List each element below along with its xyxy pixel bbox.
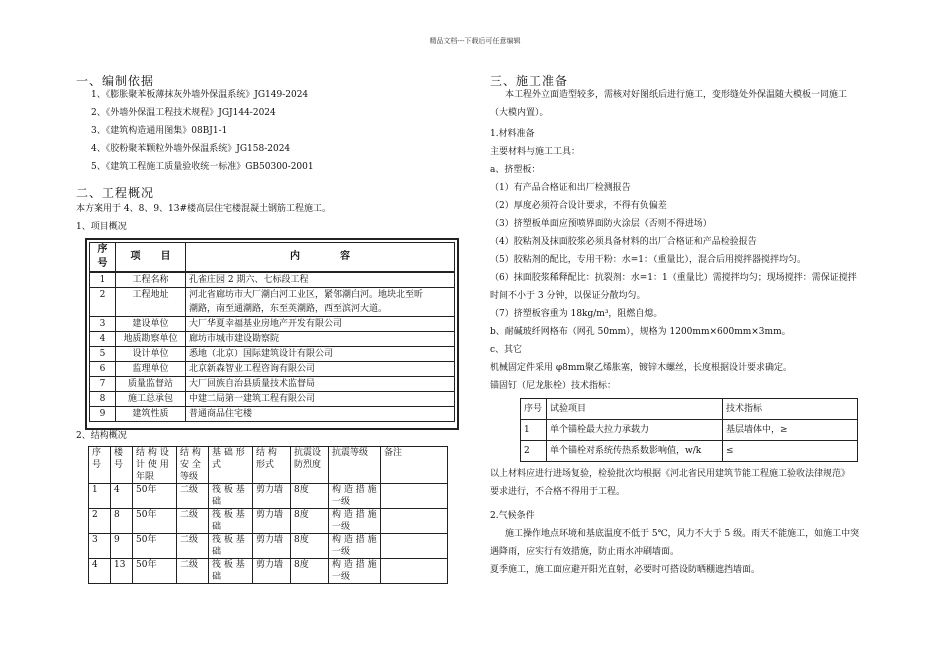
- cell: 监理单位: [116, 362, 186, 377]
- other-line-2: 锚固钉（尼龙胀栓）技术指标：: [490, 381, 617, 391]
- section-3-title: 三、施工准备: [490, 74, 569, 88]
- cell: 剪力墙: [253, 559, 291, 584]
- section-1-title: 一、编制依据: [76, 74, 155, 88]
- table-row: [89, 484, 448, 509]
- ref-item: 4、《胶粉聚苯颗粒外墙外保温系统》JG158-2024: [91, 144, 291, 154]
- cell: 2: [89, 509, 111, 534]
- project-overview-title: 1、项目概况: [76, 222, 127, 232]
- cell: 8度: [291, 559, 329, 584]
- cell: 1: [89, 484, 111, 509]
- cell: 设计单位: [116, 347, 186, 362]
- mesh-line: b、耐碱玻纤网格布（网孔 50mm），规格为 1200mm×600mm×3mm。: [490, 327, 791, 337]
- cell: 构 造 措 施一级: [329, 484, 381, 509]
- cell: [381, 559, 448, 584]
- cell: 1: [90, 272, 116, 288]
- table-row: [521, 441, 858, 462]
- col-header: 项 目: [116, 243, 186, 273]
- cell: 9: [111, 534, 133, 559]
- cell: 50年: [133, 534, 177, 559]
- weather-line-2: 遇降雨，应实行有效措施，防止雨水冲刷墙面。: [490, 547, 680, 557]
- cell: 廊坊市城市建设勘察院: [186, 332, 455, 347]
- table-row: [90, 347, 455, 362]
- col-header: 内 容: [186, 243, 455, 273]
- cell: 8度: [291, 509, 329, 534]
- cell: [186, 288, 455, 317]
- table-row: [521, 420, 858, 441]
- cell: 二级: [177, 484, 209, 509]
- structure-table: [88, 446, 448, 584]
- address-line-2: 潮路，南至通潮路，东至英潮路，西至滨河大道。: [189, 304, 388, 314]
- prep-intro-line2: （大模内置）。: [490, 108, 549, 118]
- cell: 北京新森智业工程咨询有限公司: [186, 362, 455, 377]
- col-header: 楼号: [111, 447, 133, 484]
- table-row: [89, 559, 448, 584]
- cell: 构 造 措 施一级: [329, 534, 381, 559]
- other-title: c、其它: [490, 345, 523, 355]
- cell: 2: [521, 441, 547, 462]
- cell: [381, 484, 448, 509]
- cell: 3: [89, 534, 111, 559]
- cell: 筏 板 基础: [209, 484, 253, 509]
- cell: [381, 509, 448, 534]
- ref-item: 2、《外墙外保温工程技术规程》JGJ144-2024: [91, 108, 276, 118]
- cell: 剪力墙: [253, 534, 291, 559]
- cell: [381, 534, 448, 559]
- cell: 5: [90, 347, 116, 362]
- col-header: 抗震设防烈度: [291, 447, 329, 484]
- table-row: [90, 288, 455, 317]
- xps-item: （4）胶粘剂及抹面胶浆必须具备材料的出厂合格证和产品检验报告: [490, 237, 757, 247]
- ref-item: 5、《建筑工程施工质量验收统一标准》GB50300-2001: [91, 162, 314, 172]
- xps-item: （7）挤塑板容重为 18kg/m³，阻燃自熄。: [490, 309, 663, 319]
- table-row: [90, 377, 455, 392]
- cell: 筏 板 基础: [209, 534, 253, 559]
- cell: 筏 板 基础: [209, 509, 253, 534]
- xps-item: （1）有产品合格证和出厂检测报告: [490, 183, 631, 193]
- other-line-1: 机械固定件采用 φ8mm聚乙烯胀塞，镀锌木螺丝，长度根据设计要求确定。: [490, 363, 792, 373]
- cell: 3: [90, 317, 116, 332]
- anchor-spec-table: [520, 398, 858, 462]
- cell: 地质勘察单位: [116, 332, 186, 347]
- cell: 工程名称: [116, 272, 186, 288]
- cell: 施工总承包: [116, 392, 186, 407]
- project-intro: 本方案用于 4、8、9、13#楼高层住宅楼混凝土钢筋工程施工。: [76, 204, 332, 214]
- cell: 4: [111, 484, 133, 509]
- cell: 悉地（北京）国际建筑设计有限公司: [186, 347, 455, 362]
- col-header: 抗震等级: [329, 447, 381, 484]
- table-header-row: [521, 399, 858, 420]
- table-header-row: [90, 243, 455, 273]
- cell: 单个锚栓最大拉力承载力: [547, 420, 723, 441]
- cell: 构 造 措 施一级: [329, 509, 381, 534]
- cell: 大厂华夏幸福基业房地产开发有限公司: [186, 317, 455, 332]
- cell: 剪力墙: [253, 509, 291, 534]
- cell: 中建二局第一建筑工程有限公司: [186, 392, 455, 407]
- prep-intro-line1: 本工程外立面造型较多，需核对好图纸后进行施工，变形缝处外保温随大模板一同施工: [505, 90, 848, 100]
- col-header: 序号: [90, 243, 116, 273]
- table-row: [90, 392, 455, 407]
- section-2-title: 二、工程概况: [76, 186, 155, 200]
- cell: 50年: [133, 484, 177, 509]
- weather-line-3: 夏季施工，施工面应避开阳光直射，必要时可搭设防晒棚遮挡墙面。: [490, 565, 761, 575]
- cell: 大厂回族自治县质量技术监督局: [186, 377, 455, 392]
- cell: 质量监督站: [116, 377, 186, 392]
- address-line-1: 河北省廊坊市大厂潮白河工业区，紧邻潮白河。地块北至昕: [189, 290, 424, 300]
- materials-subtitle: 主要材料与施工工具：: [490, 147, 581, 157]
- col-header: 结 构 形式: [253, 447, 291, 484]
- xps-item: （6）抹面胶浆稀释配比：抗裂剂：水=1：1（重量比）需搅拌均匀；现场搅拌：需保证搅拌: [490, 273, 857, 283]
- xps-item: （2）厚度必须符合设计要求，不得有负偏差: [490, 201, 667, 211]
- cell: 8度: [291, 484, 329, 509]
- xps-item: （3）挤塑板单面应预喷界面防火涂层（否则不得进场）: [490, 219, 712, 229]
- col-header: 序号: [89, 447, 111, 484]
- table-header-row: [89, 447, 448, 484]
- cell: 8度: [291, 534, 329, 559]
- cell: 工程地址: [116, 288, 186, 317]
- col-header: 结 构 设计 使 用年限: [133, 447, 177, 484]
- cell: 建设单位: [116, 317, 186, 332]
- cell: 剪力墙: [253, 484, 291, 509]
- cell: 50年: [133, 559, 177, 584]
- weather-line-1: 施工操作地点环境和基底温度不低于 5℃，风力不大于 5 级。雨天不能施工，如施工中突: [505, 529, 860, 539]
- cell: ≤: [723, 441, 858, 462]
- weather-title: 2.气候条件: [490, 511, 535, 521]
- page-header: 精品文档---下载后可任意编辑: [429, 37, 521, 45]
- ref-item: 1、《膨胀聚苯板薄抹灰外墙外保温系统》JG149-2024: [91, 90, 309, 100]
- cell: 7: [90, 377, 116, 392]
- cell: 筏 板 基础: [209, 559, 253, 584]
- table-row: [90, 272, 455, 288]
- col-header: 序号: [521, 399, 547, 420]
- cell: 单个锚栓对系统传热系数影响值，w/k: [547, 441, 723, 462]
- table-row: [90, 362, 455, 377]
- cell: 基层墙体中，≥: [723, 420, 858, 441]
- table-row: [90, 317, 455, 332]
- table-row: [90, 332, 455, 347]
- table-row: [89, 509, 448, 534]
- col-header: 基 础 形式: [209, 447, 253, 484]
- cell: 建筑性质: [116, 407, 186, 422]
- cell: 4: [89, 559, 111, 584]
- cell: 6: [90, 362, 116, 377]
- cell: 2: [90, 288, 116, 317]
- cell: 二级: [177, 534, 209, 559]
- col-header: 试验项目: [547, 399, 723, 420]
- cell: 50年: [133, 509, 177, 534]
- project-table-frame: [85, 238, 459, 430]
- table-row: [89, 534, 448, 559]
- xps-board-title: a、挤塑板：: [490, 165, 541, 175]
- cell: 构 造 措 施一级: [329, 559, 381, 584]
- cell: 二级: [177, 509, 209, 534]
- col-header: 备注: [381, 447, 448, 484]
- project-table: [89, 242, 455, 422]
- structure-overview-title: 2、结构概况: [76, 431, 127, 441]
- xps-item: 时间不小于 3 分钟，以保证分散均匀。: [490, 291, 646, 301]
- cell: 4: [90, 332, 116, 347]
- cell: 1: [521, 420, 547, 441]
- materials-title: 1.材料准备: [490, 129, 535, 139]
- ref-item: 3、《建筑构造通用图集》08BJ1-1: [91, 126, 228, 136]
- cell: 13: [111, 559, 133, 584]
- cell: 9: [90, 407, 116, 422]
- inspection-line-1: 以上材料应进行进场复验，检验批次均根据《河北省民用建筑节能工程施工验收法律规范》: [490, 469, 851, 479]
- col-header: 技术指标: [723, 399, 858, 420]
- cell: 8: [111, 509, 133, 534]
- col-header: 结 构 安 全等级: [177, 447, 209, 484]
- cell: 二级: [177, 559, 209, 584]
- cell: 普通商品住宅楼: [186, 407, 455, 422]
- table-row: [90, 407, 455, 422]
- xps-item: （5）胶粘剂的配比，专用干粉：水=1：（重量比），混合后用搅拌器搅拌均匀。: [490, 255, 806, 265]
- cell: 8: [90, 392, 116, 407]
- cell: 孔雀庄园 2 期六、七标段工程: [186, 272, 455, 288]
- inspection-line-2: 要求进行，不合格不得用于工程。: [490, 487, 626, 497]
